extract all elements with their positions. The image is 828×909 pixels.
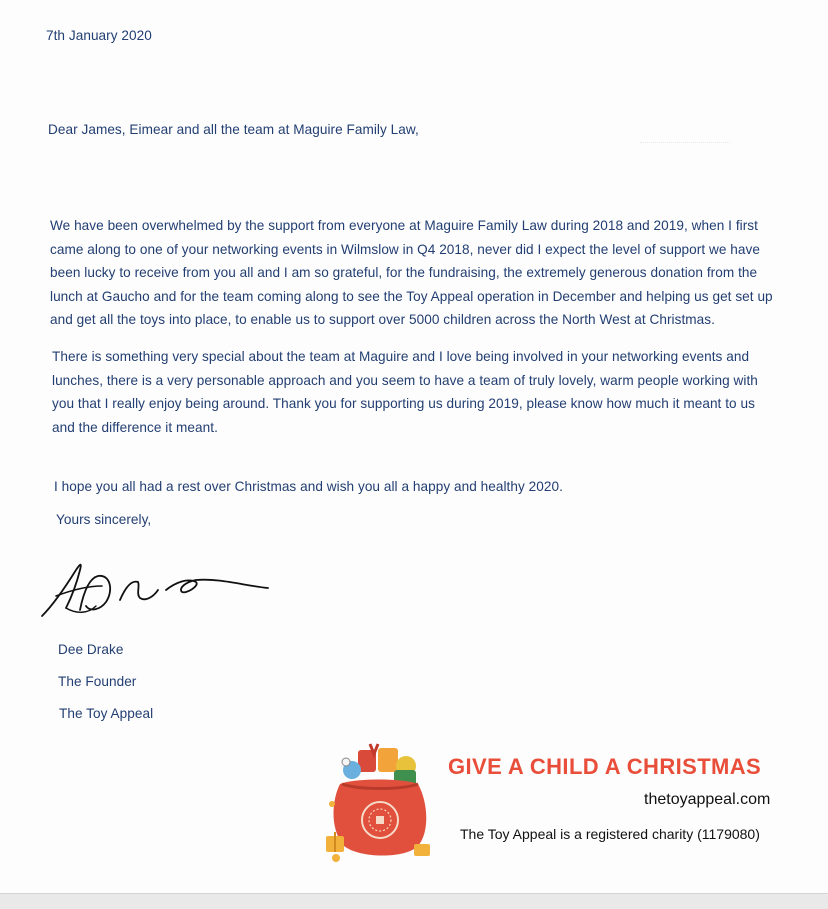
letter-paragraph-1: We have been overwhelmed by the support from everyone at Maguire Family Law during 2018 and 2019, when I first came along to one of your networking events in Wilmslow in Q4 2018, never did I expect the level of support we have been lucky to receive from you all and I am so grateful, for the fundraising, the extremely generous donation from the lunch at Gaucho and for the team coming along to see the Toy Appeal operation in December and helping us get set up and get all the toys into place, to enable us to support over 5000 children across the North West at Christmas. xyxy=(50,218,773,327)
toy-sack-icon xyxy=(318,740,442,864)
signatory-organization: The Toy Appeal xyxy=(59,706,154,721)
letter-salutation: Dear James, Eimear and all the team at Maguire Family Law, xyxy=(48,122,419,137)
handwritten-signature xyxy=(36,556,272,622)
letter-paragraph-2: There is something very special about the team at Maguire and I love being involved in your networking events and lunches, there is a very personable approach and you seem to have a team of truly lovely, warm people working with you that I really enjoy being around. Thank you for supporting us during 2019, please know how much it meant to us and the difference it meant. xyxy=(52,349,758,435)
signatory-title: The Founder xyxy=(58,674,137,689)
letter-date: 7th January 2020 xyxy=(46,28,152,43)
letter-closing: Yours sincerely, xyxy=(56,512,152,527)
charity-registration-note: The Toy Appeal is a registered charity (1179080) xyxy=(460,826,760,842)
scan-artifact xyxy=(640,142,730,147)
charity-website: thetoyappeal.com xyxy=(644,791,771,808)
scan-bottom-edge xyxy=(0,893,828,909)
charity-tagline: GIVE A CHILD A CHRISTMAS xyxy=(448,754,762,779)
letter-paragraph-3: I hope you all had a rest over Christmas and wish you all a happy and healthy 2020. xyxy=(54,479,563,494)
signatory-name: Dee Drake xyxy=(58,642,124,657)
